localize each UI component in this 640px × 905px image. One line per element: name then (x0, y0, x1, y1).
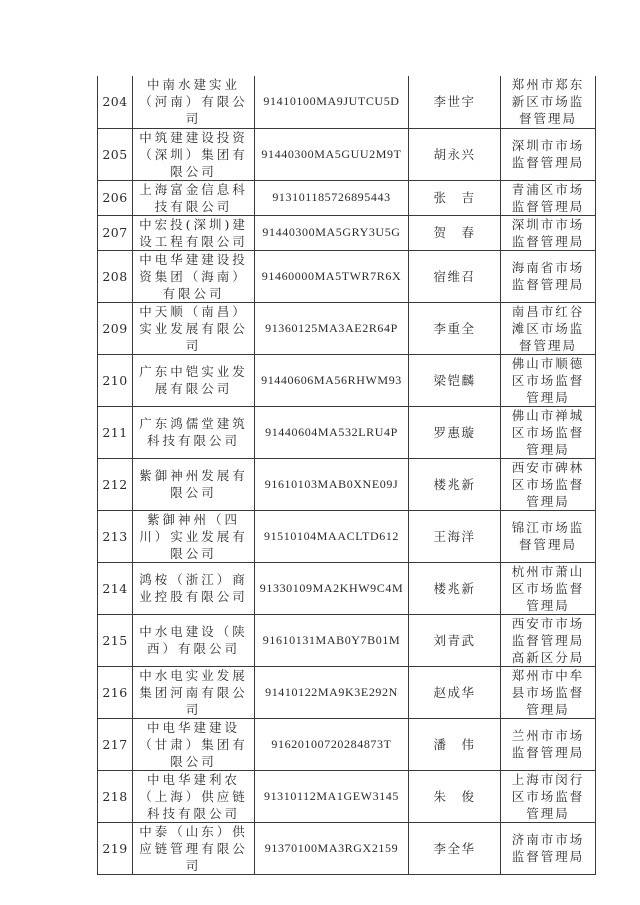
credit-code: 91440300MA5GRY3U5G (255, 215, 409, 250)
registration-authority: 济南市市场监督管理局 (501, 822, 596, 874)
legal-representative: 李全华 (409, 822, 501, 874)
row-number: 214 (98, 562, 133, 614)
credit-code: 91410122MA9K3E292N (255, 666, 409, 718)
table-row (98, 562, 596, 614)
registration-authority: 郑州市郑东新区市场监督管理局 (501, 76, 596, 128)
row-number: 218 (98, 770, 133, 822)
credit-code: 913101185726895443 (255, 180, 409, 215)
row-number: 210 (98, 354, 133, 406)
registration-authority: 兰州市市场监督管理局 (501, 718, 596, 770)
row-number: 209 (98, 302, 133, 354)
legal-representative: 罗惠璇 (409, 406, 501, 458)
registration-authority: 深圳市市场监督管理局 (501, 128, 596, 180)
row-number: 215 (98, 614, 133, 666)
credit-code: 91440300MA5GUU2M9T (255, 128, 409, 180)
table-row (98, 458, 596, 510)
row-number: 211 (98, 406, 133, 458)
registration-authority: 南昌市红谷滩区市场监督管理局 (501, 302, 596, 354)
row-number: 217 (98, 718, 133, 770)
company-name: 鸿桉（浙江）商业控股有限公司 (133, 562, 255, 614)
legal-representative: 贺 春 (409, 215, 501, 250)
legal-representative: 胡永兴 (409, 128, 501, 180)
company-name: 中宏投(深圳)建设工程有限公司 (133, 215, 255, 250)
registration-authority: 青浦区市场监督管理局 (501, 180, 596, 215)
company-name: 紫御神州（四川）实业发展有限公司 (133, 510, 255, 562)
table-row (98, 215, 596, 250)
legal-representative: 楼兆新 (409, 458, 501, 510)
company-name: 中筑建建设投资（深圳）集团有限公司 (133, 128, 255, 180)
credit-code: 91440606MA56RHWM93 (255, 354, 409, 406)
credit-code: 91370100MA3RGX2159 (255, 822, 409, 874)
legal-representative: 赵成华 (409, 666, 501, 718)
table-row (98, 180, 596, 215)
row-number: 208 (98, 250, 133, 302)
table-row (98, 614, 596, 666)
company-name: 中电华建建设（甘肃）集团有限公司 (133, 718, 255, 770)
company-name: 广东鸿儒堂建筑科技有限公司 (133, 406, 255, 458)
company-name: 中南水建实业（河南）有限公司 (133, 76, 255, 128)
row-number: 207 (98, 215, 133, 250)
table-body (98, 76, 596, 874)
row-number: 204 (98, 76, 133, 128)
credit-code: 91610131MAB0Y7B01M (255, 614, 409, 666)
credit-code: 91410100MA9JUTCU5D (255, 76, 409, 128)
row-number: 216 (98, 666, 133, 718)
credit-code: 91310112MA1GEW3145 (255, 770, 409, 822)
row-number: 213 (98, 510, 133, 562)
table-row (98, 406, 596, 458)
table-row (98, 250, 596, 302)
credit-code: 91460000MA5TWR7R6X (255, 250, 409, 302)
company-name: 中天顺（南昌）实业发展有限公司 (133, 302, 255, 354)
table-row (98, 354, 596, 406)
registration-authority: 佛山市顺德区市场监督管理局 (501, 354, 596, 406)
credit-code: 91360125MA3AE2R64P (255, 302, 409, 354)
credit-code: 91620100720284873T (255, 718, 409, 770)
company-name: 上海富金信息科技有限公司 (133, 180, 255, 215)
row-number: 205 (98, 128, 133, 180)
company-name: 中水电建设（陕西）有限公司 (133, 614, 255, 666)
legal-representative: 张 吉 (409, 180, 501, 215)
legal-representative: 李世宇 (409, 76, 501, 128)
company-name: 紫御神州发展有限公司 (133, 458, 255, 510)
row-number: 219 (98, 822, 133, 874)
legal-representative: 梁铠麟 (409, 354, 501, 406)
row-number: 206 (98, 180, 133, 215)
company-name: 中泰（山东）供应链管理有限公司 (133, 822, 255, 874)
registration-authority: 深圳市市场监督管理局 (501, 215, 596, 250)
registration-authority: 西安市市场监督管理局高新区分局 (501, 614, 596, 666)
row-number: 212 (98, 458, 133, 510)
company-name: 中水电实业发展集团河南有限公司 (133, 666, 255, 718)
legal-representative: 王海洋 (409, 510, 501, 562)
legal-representative: 楼兆新 (409, 562, 501, 614)
registration-authority: 上海市闵行区市场监督管理局 (501, 770, 596, 822)
legal-representative: 宿维召 (409, 250, 501, 302)
credit-code: 91610103MAB0XNE09J (255, 458, 409, 510)
legal-representative: 刘青武 (409, 614, 501, 666)
registration-authority: 郑州市中牟县市场监督管理局 (501, 666, 596, 718)
credit-code: 91330109MA2KHW9C4M (255, 562, 409, 614)
legal-representative: 李重全 (409, 302, 501, 354)
company-name: 中电华建利农（上海）供应链科技有限公司 (133, 770, 255, 822)
registration-authority: 佛山市禅城区市场监督管理局 (501, 406, 596, 458)
table-row (98, 510, 596, 562)
table-row (98, 76, 596, 128)
company-table (97, 76, 596, 875)
company-name: 中电华建建设投资集团（海南）有限公司 (133, 250, 255, 302)
table-row (98, 822, 596, 874)
table-row (98, 302, 596, 354)
credit-code: 91440604MA532LRU4P (255, 406, 409, 458)
table-row (98, 770, 596, 822)
table-row (98, 718, 596, 770)
registration-authority: 杭州市萧山区市场监督管理局 (501, 562, 596, 614)
legal-representative: 潘 伟 (409, 718, 501, 770)
table-row (98, 128, 596, 180)
legal-representative: 朱 俊 (409, 770, 501, 822)
company-name: 广东中铠实业发展有限公司 (133, 354, 255, 406)
registration-authority: 西安市碑林区市场监督管理局 (501, 458, 596, 510)
registration-authority: 海南省市场监督管理局 (501, 250, 596, 302)
table-row (98, 666, 596, 718)
credit-code: 91510104MAACLTD612 (255, 510, 409, 562)
registration-authority: 锦江市场监督管理局 (501, 510, 596, 562)
